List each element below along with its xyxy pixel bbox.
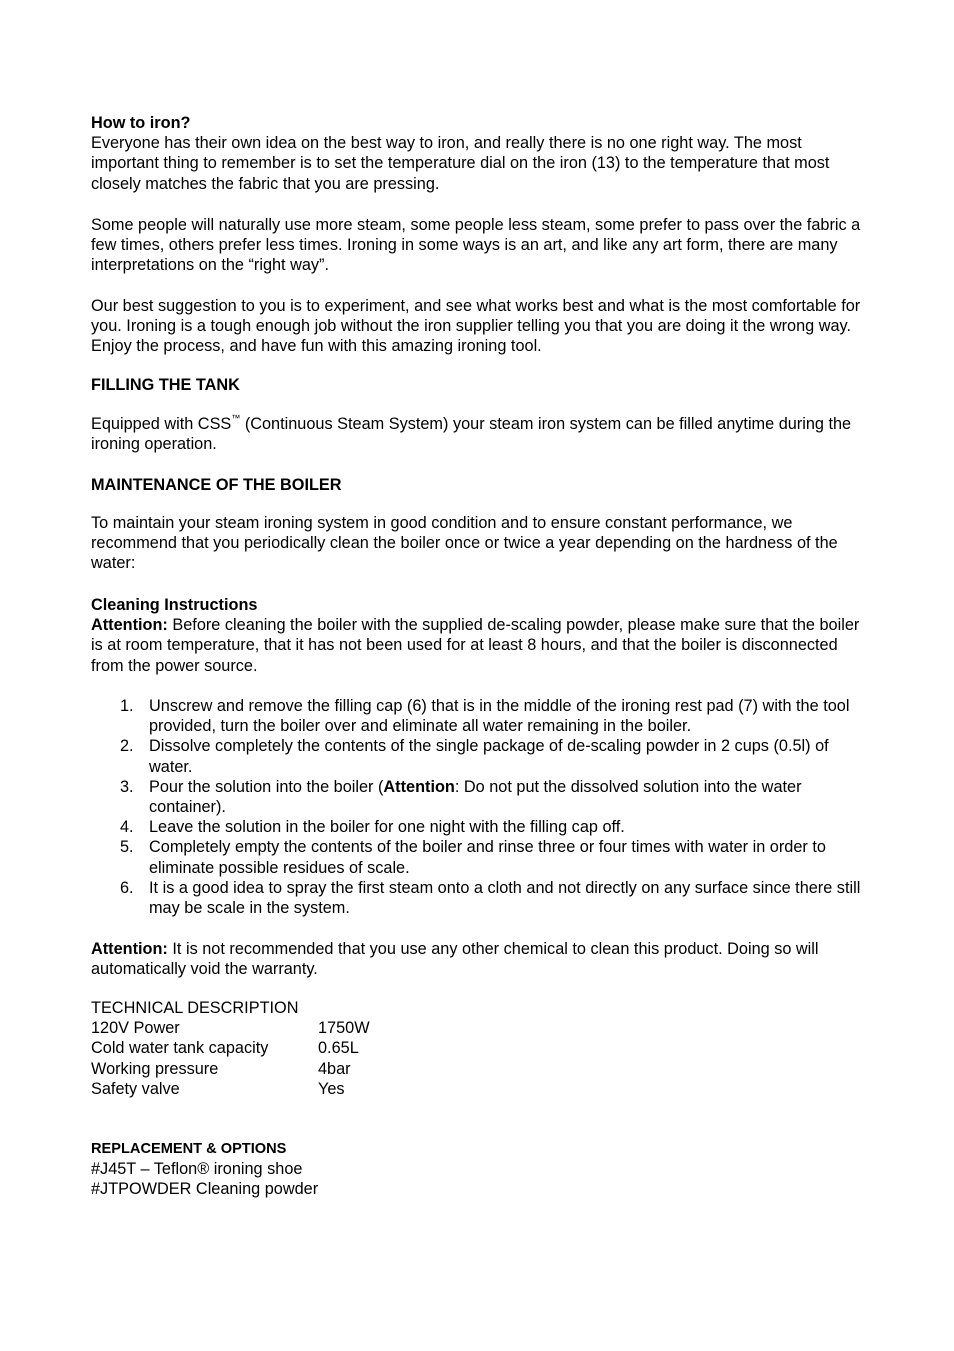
list-item [91,696,871,736]
section-heading: TECHNICAL DESCRIPTION [91,999,299,1017]
list-item [91,736,871,776]
paragraph [91,414,871,454]
table-row [91,1038,370,1058]
spec-table [91,1018,370,1099]
list-text: It is a good idea to spray the first steam onto a cloth and not directly on any surface since there still may be scale in the system. [149,878,861,918]
section-heading: How to iron? [91,114,191,132]
list-item: #J45T – Teflon® ironing shoe [91,1160,303,1179]
paragraph [91,615,871,676]
text: (Continuous Steam System) your steam iron system can be filled anytime during the ironing operation. [91,415,852,454]
table-row [91,1079,370,1099]
text: Before cleaning the boiler with the supplied de-scaling powder, please make sure that the boiler is at room temperature, that it has not been used for at least 8 hours, and that the boiler is disconnected from the power source. [91,616,860,675]
paragraph: Our best suggestion to you is to experiment, and see what works best and what is the most comfortable for you. Ironing is a tough enough job without the iron supplier telling you that you are doing it the wrong way. Enjoy the process, and have fun with this amazing ironing tool. [91,297,861,356]
list-number: 3. [120,777,134,796]
replacement-section [91,1139,871,1200]
spec-key: 120V Power [91,1019,180,1038]
list-item: #JTPOWDER Cleaning powder [91,1180,319,1199]
attention-label: Attention: [91,940,168,958]
list-text: Dissolve completely the contents of the single package of de-scaling powder in 2 cups (0.5l) of water. [149,737,829,776]
warning-paragraph [91,939,871,979]
spec-value: 0.65L [318,1039,359,1058]
text: It is not recommended that you use any other chemical to clean this product. Doing so will automatically void the warranty. [91,940,819,979]
paragraph: Everyone has their own idea on the best way to iron, and really there is no one right way. The most important thing to remember is to set the temperature dial on the iron (13) to the temperature that most closely matches the fabric that you are pressing. [91,134,830,193]
list-item [91,817,871,837]
list-text: Leave the solution in the boiler for one night with the filling cap off. [149,818,625,837]
list-item [91,777,871,817]
spec-key: Safety valve [91,1079,180,1098]
list-number: 1. [120,697,134,715]
paragraph: To maintain your steam ironing system in good condition and to ensure constant performance, we recommend that you periodically clean the boiler once or twice a year depending on the hardness of the water: [91,514,838,573]
list-item [91,878,871,918]
technical-description [91,998,871,1099]
list-text: : Do not put the dissolved solution into the water container). [149,777,802,817]
text: Equipped with CSS [91,415,232,433]
table-row [91,1059,370,1079]
spec-key: Working pressure [91,1059,219,1078]
cleaning-section [91,595,871,676]
section-heading: REPLACEMENT & OPTIONS [91,1141,287,1157]
list-number: 2. [120,737,134,756]
spec-value: Yes [318,1079,345,1098]
list-text: Completely empty the contents of the boiler and rinse three or four times with water in order to eliminate possible residues of scale. [149,838,826,877]
list-item [91,837,871,877]
list-text: Unscrew and remove the filling cap (6) that is in the middle of the ironing rest pad (7) with the tool provided, turn the boiler over and eliminate all water remaining in the boiler. [149,697,850,736]
trademark-symbol: ™ [231,413,241,423]
paragraph: Some people will naturally use more steam, some people less steam, some prefer to pass over the fabric a few times, others prefer less times. Ironing in some ways is an art, and like any art form, there are many interpretations on the “right way”. [91,216,861,275]
list-number: 5. [120,838,134,857]
spec-key: Cold water tank capacity [91,1039,269,1058]
how-to-iron-section [91,113,871,194]
list-number: 6. [120,878,134,897]
section-heading: FILLING THE TANK [91,376,240,394]
table-row [91,1018,370,1038]
spec-value: 4bar [318,1059,351,1078]
attention-label: Attention [383,777,455,796]
section-heading: Cleaning Instructions [91,596,258,614]
spec-value: 1750W [318,1019,370,1038]
section-heading: MAINTENANCE OF THE BOILER [91,476,342,494]
list-text: Pour the solution into the boiler ( [149,777,384,796]
cleaning-steps-list [91,696,871,918]
list-number: 4. [120,818,134,837]
attention-label: Attention: [91,616,168,635]
